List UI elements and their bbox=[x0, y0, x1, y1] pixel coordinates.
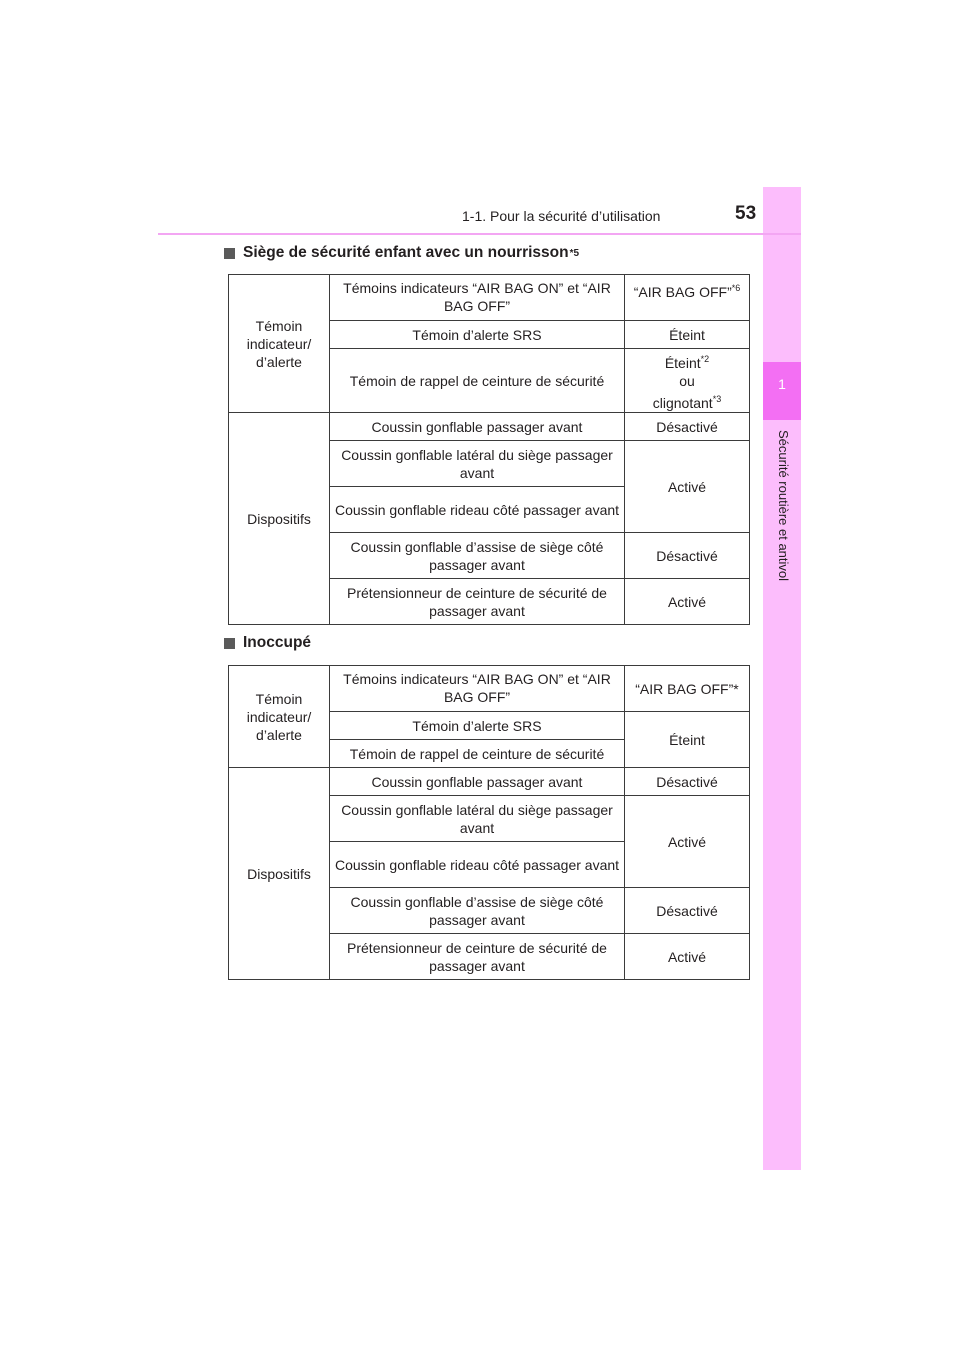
footnote-ref: *3 bbox=[712, 393, 722, 404]
footnote-ref: *2 bbox=[700, 353, 710, 364]
table-cell-item: Témoin d’alerte SRS bbox=[330, 712, 625, 740]
row-header-devices: Dispositifs bbox=[229, 768, 330, 980]
table-cell-item: Témoins indicateurs “AIR BAG ON” et “AIR BAG OFF” bbox=[330, 666, 625, 712]
table-unoccupied bbox=[228, 665, 750, 980]
table-cell-state: “AIR BAG OFF”* bbox=[625, 666, 750, 712]
table-cell-item: Prétensionneur de ceinture de sécurité de passager avant bbox=[330, 934, 625, 980]
table-cell-item: Témoin d’alerte SRS bbox=[330, 321, 625, 349]
side-tab bbox=[763, 187, 801, 1170]
table-cell-state: Activé bbox=[625, 796, 750, 888]
table-cell-item: Témoin de rappel de ceinture de sécurité bbox=[330, 349, 625, 413]
section-heading-infant-seat bbox=[224, 244, 579, 262]
page-number: 53 bbox=[735, 203, 757, 224]
table-cell-item: Coussin gonflable rideau côté passager avant bbox=[330, 487, 625, 533]
table-cell-item: Prétensionneur de ceinture de sécurité de passager avant bbox=[330, 579, 625, 625]
table-cell-state: Activé bbox=[625, 579, 750, 625]
table-cell-state: Éteint bbox=[625, 712, 750, 768]
chapter-number: 1 bbox=[778, 376, 786, 392]
row-header-indicator: Témoin indicateur/ d’alerte bbox=[229, 666, 330, 768]
table-cell-item: Coussin gonflable passager avant bbox=[330, 413, 625, 441]
footnote-ref: *6 bbox=[731, 283, 741, 293]
table-cell-state: Désactivé bbox=[625, 888, 750, 934]
table-cell-item: Témoin de rappel de ceinture de sécurité bbox=[330, 740, 625, 768]
table-cell-item: Témoins indicateurs “AIR BAG ON” et “AIR BAG OFF” bbox=[330, 275, 625, 321]
table-cell-item: Coussin gonflable d’assise de siège côté passager avant bbox=[330, 533, 625, 579]
row-header-indicator: Témoin indicateur/ d’alerte bbox=[229, 275, 330, 413]
table-cell-state: Désactivé bbox=[625, 768, 750, 796]
table-infant-seat bbox=[228, 274, 750, 625]
table-cell-state: Activé bbox=[625, 934, 750, 980]
table-cell-state: Désactivé bbox=[625, 533, 750, 579]
section-heading-unoccupied bbox=[224, 634, 311, 652]
table-cell-item: Coussin gonflable latéral du siège passager avant bbox=[330, 796, 625, 842]
header-title: 1-1. Pour la sécurité d’utilisation bbox=[462, 208, 661, 224]
footnote-ref: *5 bbox=[569, 247, 580, 259]
row-header-devices: Dispositifs bbox=[229, 413, 330, 625]
table-cell-state: Désactivé bbox=[625, 413, 750, 441]
square-bullet-icon bbox=[224, 248, 235, 259]
table-cell-item: Coussin gonflable d’assise de siège côté passager avant bbox=[330, 888, 625, 934]
square-bullet-icon bbox=[224, 638, 235, 649]
chapter-label: Sécurité routière et antivol bbox=[776, 430, 791, 582]
header-rule bbox=[158, 233, 801, 235]
table-cell-item: Coussin gonflable passager avant bbox=[330, 768, 625, 796]
table-cell-state: Éteint$^{*2}$ ou clignotant$^{*3}$ bbox=[625, 349, 750, 413]
table-cell-state: Activé bbox=[625, 441, 750, 533]
section-heading-text: Inoccupé bbox=[243, 634, 312, 651]
footer-watermark-strip bbox=[0, 1336, 960, 1358]
table-cell-state: “AIR BAG OFF”$^{*6}$ bbox=[625, 275, 750, 321]
table-cell-item: Coussin gonflable latéral du siège passager avant bbox=[330, 441, 625, 487]
section-heading-text: Siège de sécurité enfant avec un nourrisson bbox=[243, 244, 569, 261]
table-cell-item: Coussin gonflable rideau côté passager avant bbox=[330, 842, 625, 888]
table-cell-state: Éteint bbox=[625, 321, 750, 349]
